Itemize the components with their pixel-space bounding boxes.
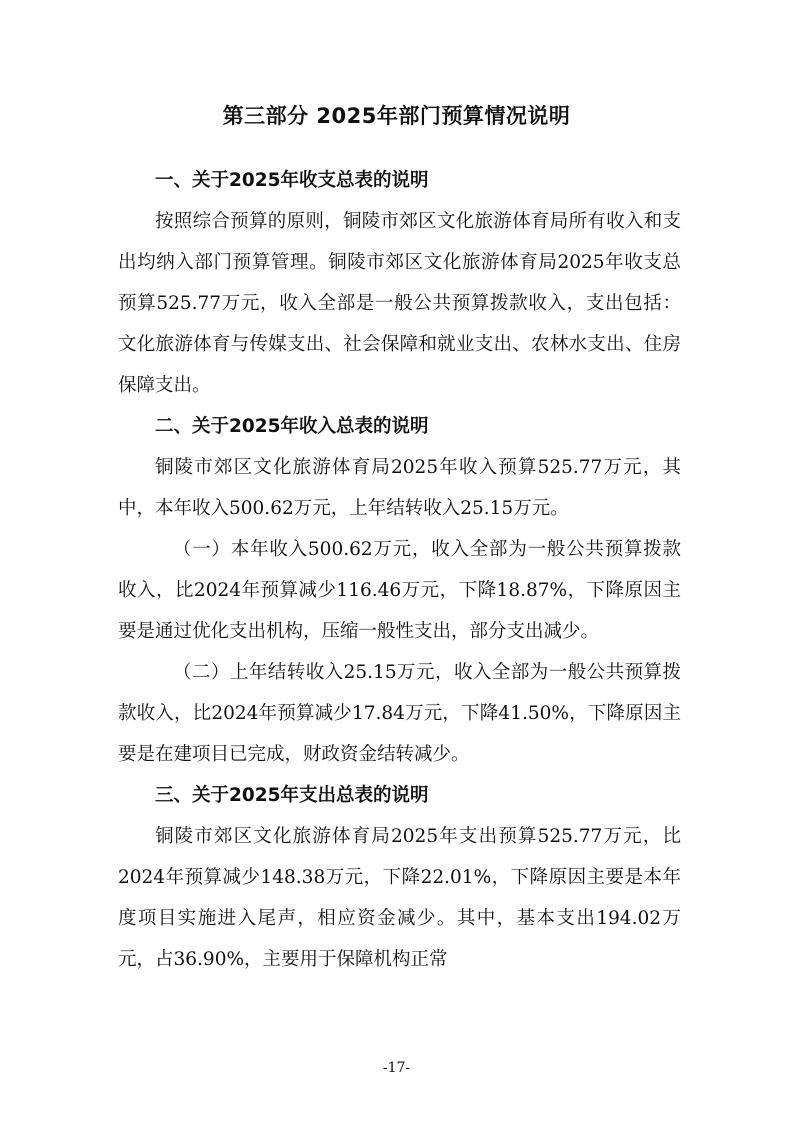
section-heading-1: 一、关于2025年收支总表的说明 xyxy=(155,170,429,191)
section-1-paragraph: 按照综合预算的原则，铜陵市郊区文化旅游体育局所有收入和支出均纳入部门预算管理。铜陵市郊区文化旅游体育局2025年收支总预算525.77万元，收入全部是一般公共预算拨款收入，支出包括：文化旅游体育与传媒支出、社会保障和就业支出、农林水支出、住房保障支出。 xyxy=(118,211,681,396)
page-title: 第三部分 2025年部门预算情况说明 xyxy=(222,104,571,128)
document-body xyxy=(118,160,681,980)
section-heading-2: 二、关于2025年收入总表的说明 xyxy=(155,416,429,437)
section-2-subparagraph-2: （二）上年结转收入25.15万元，收入全部为一般公共预算拨款收入，比2024年预算减少17.84万元，下降41.50%，下降原因主要是在建项目已完成，财政资金结转减少。 xyxy=(118,662,681,765)
section-heading-3: 三、关于2025年支出总表的说明 xyxy=(155,785,429,806)
section-2-subparagraph-1: （一）本年收入500.62万元，收入全部为一般公共预算拨款收入，比2024年预算减少116.46万元，下降18.87%，下降原因主要是通过优化支出机构，压缩一般性支出，部分支出减少。 xyxy=(118,539,681,642)
page-number: -17- xyxy=(382,1060,411,1076)
section-2-paragraph: 铜陵市郊区文化旅游体育局2025年收入预算525.77万元，其中，本年收入500.62万元，上年结转收入25.15万元。 xyxy=(118,457,681,519)
section-3-paragraph: 铜陵市郊区文化旅游体育局2025年支出预算525.77万元，比2024年预算减少148.38万元，下降22.01%，下降原因主要是本年度项目实施进入尾声，相应资金减少。其中，基本支出194.02万元，占36.90%，主要用于保障机构正常 xyxy=(118,826,681,970)
